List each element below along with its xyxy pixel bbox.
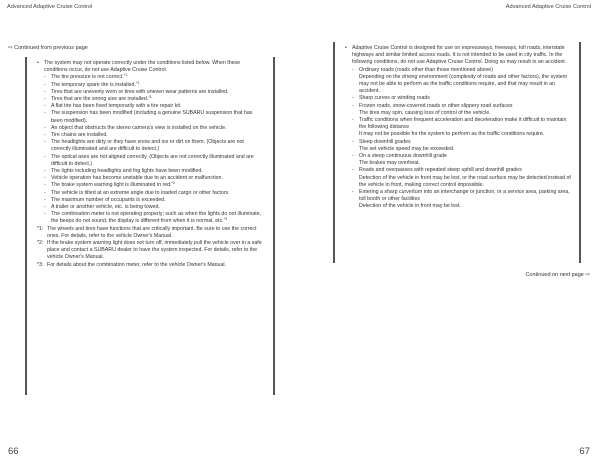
condition-item: - The combination meter is not operating properly; such as when the lights do not illuminate, the beeps do not sound, the display is different from when it is normal, etc.$^{*3}$ [44, 211, 265, 225]
left-page-header: Advanced Adaptive Cruise Control [7, 4, 93, 10]
road-condition-item: - Frozen roads, snow-covered roads or other slippery road surfaces The tires may spin, causing loss of control of the vehicle. [352, 103, 571, 117]
condition-item: - The headlights are dirty or they have snow and ice or dirt on them. (Objects are not correctly illuminated and are difficult to detect.) [44, 139, 265, 153]
right-page-number: 67 [579, 446, 590, 457]
right-warning-lead: • Adaptive Cruise Control is designed for use on expressways, freeways, toll roads, interstate highways and similar limited access roads. It is not intended to be used in city traffic. In the following conditions, do not use Adaptive Cruise Control. Doing so may result in an accident. [345, 45, 571, 67]
condition-item: - The temporary spare tire is installed.$^{*1}$ [44, 82, 265, 89]
condition-list [37, 74, 265, 225]
footnote: *2: If the brake system warning light does not turn off, immediately pull the vehicle over in a safe place and contact a SUBARU dealer to have the system inspected. For details, refer to the vehicle Owner's Manual. [37, 240, 262, 261]
condition-item: - The tire pressure is not correct.$^{*1}$ [44, 74, 265, 81]
condition-item: - Tires that are the wrong size are installed.$^{*1}$ [44, 96, 265, 103]
condition-item: - The brake system warning light is illuminated in red.$^{*2}$ [44, 182, 265, 189]
road-condition-item: - Steep downhill grades The set vehicle speed may be exceeded. [352, 139, 571, 153]
footnote: *1: The wheels and tires have functions that are critically important. Be sure to use the correct ones. For details, refer to the vehicle Owner's Manual. [37, 225, 257, 239]
condition-item: - The lights including headlights and fog lights have been modified. [44, 168, 265, 175]
road-condition-item: - Sharp curves or winding roads [352, 95, 571, 102]
left-warning-lead: • The system may not operate correctly under the conditions listed below. When these conditions occur, do not use Adaptive Cruise Control. [37, 60, 265, 74]
left-page-number: 66 [8, 446, 19, 457]
road-condition-item: - Entering a sharp curve/turn into an interchange or junction, or a service area, parking area, toll booth or other facilities Detection of the vehicle in front may be lost. [352, 189, 571, 211]
condition-item: - Tire chains are installed. [44, 132, 265, 139]
condition-item: - The suspension has been modified (including a genuine SUBARU suspension that has been modified). [44, 110, 265, 124]
road-condition-item: - Ordinary roads (roads other than those mentioned above) Depending on the driving environment (complexity of roads and other factors), the system may not be able to perform as the traffic conditions require, and that may result in an accident. [352, 67, 571, 96]
road-condition-item: - Traffic conditions when frequent acceleration and deceleration make it difficult to maintain the following distance It may not be possible for the system to perform as the traffic conditions require. [352, 117, 571, 139]
condition-item: - An object that obstructs the stereo camera's view is installed on the vehicle. [44, 125, 265, 132]
condition-item: - The maximum number of occupants is exceeded. [44, 197, 265, 204]
condition-item: - The vehicle is tilted at an extreme angle due to loaded cargo or other factors. [44, 190, 265, 197]
road-condition-list [345, 67, 571, 211]
condition-item: - Tires that are unevenly worn or tires with uneven wear patterns are installed. [44, 89, 265, 96]
footnote: *3: For details about the combination meter, refer to the vehicle Owner's Manual. [37, 261, 227, 268]
condition-item: - A trailer or another vehicle, etc. is being towed. [44, 204, 265, 211]
condition-item: - Vehicle operation has become unstable due to an accident or malfunction. [44, 175, 265, 182]
condition-item: - A flat tire has been fixed temporarily with a tire repair kit. [44, 103, 265, 110]
left-warning-box [25, 57, 275, 395]
right-warning-box [333, 42, 581, 263]
continued-on-next: Continued on next page ⇨ [525, 272, 590, 278]
condition-item: - The optical axes are not aligned correctly. (Objects are not correctly illuminated and are difficult to detect.) [44, 154, 265, 168]
continued-from-previous: ⇨ Continued from previous page [8, 45, 88, 51]
footnote-list [37, 226, 265, 269]
right-page-header: Advanced Adaptive Cruise Control [505, 4, 591, 10]
road-condition-item: - On a steep continuous downhill grade The brakes may overheat. [352, 153, 571, 167]
road-condition-item: - Roads and overpasses with repeated steep uphill and downhill grades Detection of the vehicle in front may be lost, or the road surface may be detected instead of the vehicle in front, making correct control impossible. [352, 167, 571, 189]
